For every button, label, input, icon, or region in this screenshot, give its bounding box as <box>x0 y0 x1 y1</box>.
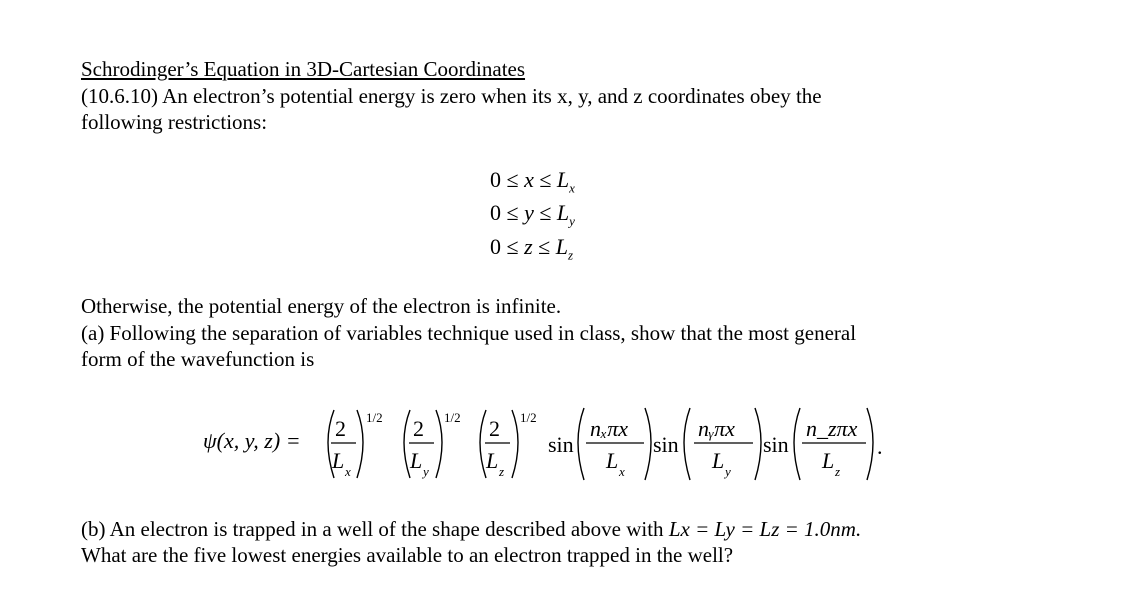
intro-line-1: (10.6.10) An electron’s potential energy is zero when its x, y, and z coordinates obey the <box>81 84 822 108</box>
factor-y-numerator: 2 <box>413 416 424 441</box>
wavefunction-equation <box>0 396 1121 496</box>
part-a-line-1: (a) Following the separation of variables technique used in class, show that the most general <box>81 321 857 345</box>
part-a-line-2: form of the wavefunction is <box>81 347 315 371</box>
svg-text:z: z <box>499 464 505 479</box>
restriction-z: $0 \le z \le L_z$ <box>490 234 574 263</box>
svg-text:z: z <box>835 464 841 479</box>
svg-text:L: L <box>606 448 619 473</box>
sin-y: sin <box>653 432 679 457</box>
factor-z-numerator: 2 <box>489 416 500 441</box>
part-b-line-1: (b) An electron is trapped in a well of the shape described above with Lx = Ly = Lz = 1.0nm. <box>81 517 862 541</box>
svg-text:L: L <box>712 448 725 473</box>
factor-z-denominator: L <box>486 448 499 473</box>
restriction-x: $0 \le x \le L_x$ <box>490 167 575 196</box>
restriction-y: $0 \le y \le L_y$ <box>490 200 575 229</box>
page-title: Schrodinger’s Equation in 3D-Cartesian Coordinates <box>81 57 526 81</box>
factor-x-numerator: 2 <box>335 416 346 441</box>
svg-text:y: y <box>725 464 731 479</box>
factor-y-denominator: L <box>410 448 423 473</box>
factor-x-exponent: 1/2 <box>366 410 383 425</box>
factor-y-exponent: 1/2 <box>444 410 461 425</box>
equation-lhs: ψ(x, y, z) = <box>203 428 301 453</box>
intro-line-2: following restrictions: <box>81 110 268 134</box>
factor-x-denominator: L <box>332 448 345 473</box>
otherwise-text: Otherwise, the potential energy of the electron is infinite. <box>81 294 562 318</box>
svg-text:.: . <box>877 434 883 459</box>
part-b-line-2: What are the five lowest energies available to an electron trapped in the well? <box>81 543 734 567</box>
sin-x-numerator: nₓπx <box>590 416 629 441</box>
sin-z-numerator: n_zπx <box>806 416 858 441</box>
svg-text:x: x <box>345 464 351 479</box>
svg-text:L: L <box>822 448 835 473</box>
svg-text:x: x <box>619 464 625 479</box>
factor-z-exponent: 1/2 <box>520 410 537 425</box>
sin-x: sin <box>548 432 574 457</box>
sin-y-numerator: nᵧπx <box>698 416 735 441</box>
sin-z: sin <box>763 432 789 457</box>
svg-text:y: y <box>423 464 429 479</box>
